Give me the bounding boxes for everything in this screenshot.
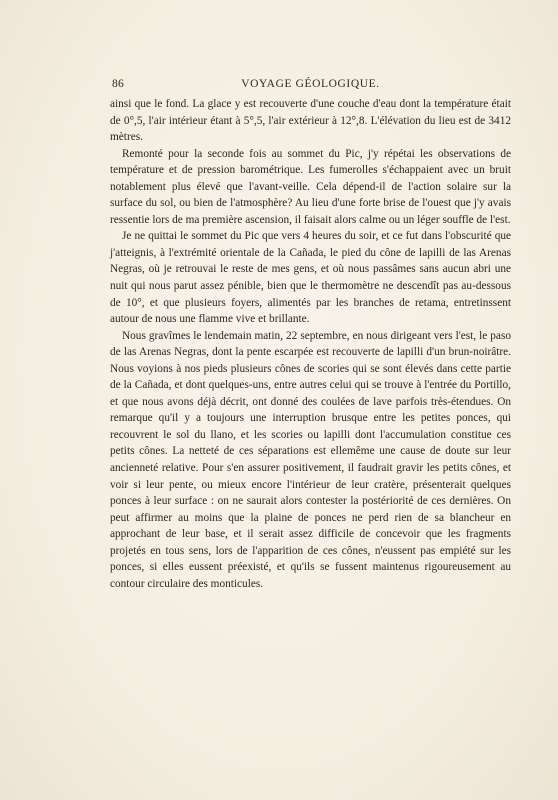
running-title: VOYAGE GÉOLOGIQUE. <box>241 78 380 90</box>
paragraph-1: ainsi que le fond. La glace y est recouverte d'une couche d'eau dont la température était de 0°,5, l'air intérieur étant à 5°,5, l'air extérieur à 12°,8. L'élévation du lieu est de 3412 mètres. <box>110 98 511 144</box>
page-header <box>110 78 511 94</box>
paragraph-3: Je ne quittai le sommet du Pic que vers 4 heures du soir, et ce fut dans l'obscurité que j'atteignis, à l'extrémité orientale de la Cañada, le pied du cône de lapilli de las Arenas Negras, où je retrouvai le reste de mes gens, et où nous passâmes sans aucun abri une nuit qui nous parut assez pénible, bien que le thermomètre ne descendît pas au-dessous de 10°, et que plusieurs foyers, alimentés par les branches de retama, entretinssent autour de nous une flamme vive et brillante. <box>110 230 511 326</box>
paragraph-2: Remonté pour la seconde fois au sommet du Pic, j'y répétai les observations de température et de pression barométrique. Les fumerolles s'échappaient avec un bruit notablement plus élevé que l'avant-veille. Cela dépend-il de l'action solaire sur la surface du sol, ou bien de l'atmosphère? Au lieu d'une forte brise de l'ouest que j'y avais ressentie lors de ma première ascension, il faisait alors calme ou un léger souffle de l'est. <box>110 147 511 226</box>
body-text <box>110 96 511 592</box>
page-number: 86 <box>112 78 124 90</box>
paragraph-4: Nous gravîmes le lendemain matin, 22 septembre, en nous dirigeant vers l'est, le paso de las Arenas Negras, dont la pente escarpée est recouverte de lapilli d'un brun-noirâtre. Nous voyions à nos pieds plusieurs cônes de scories qui se sont élevés dans cette partie de la Cañada, et dont quelques-uns, entre autres celui qui se trouve à l'entrée du Portillo, et que nous avons déjà décrit, ont donné des coulées de lave parfois très-étendues. On remarque qu'il y a toujours une interruption brusque entre les petites ponces, qui recouvrent le sol du llano, et les scories ou lapilli dont l'accumulation constitue ces petits cônes. La netteté de ces séparations est ellemême une cause de doute sur leur ancienneté relative. Pour s'en assurer positivement, il faudrait gravir les petits cônes, et voir si leur pente, ou mieux encore l'intérieur de leur cratère, présenterait quelques ponces à leur surface : on ne saurait alors contester la postériorité de ces dernières. On peut affirmer au moins que la plaine de ponces ne perd rien de sa blancheur en approchant de leur base, et il serait assez difficile de concevoir que les fragments projetés en tous sens, lors de l'apparition de ces cônes, n'eussent pas empiété sur les ponces, si elles eussent préexisté, et qu'ils se fussent maintenus rigoureusement au contour circulaire des monticules. <box>110 329 511 590</box>
